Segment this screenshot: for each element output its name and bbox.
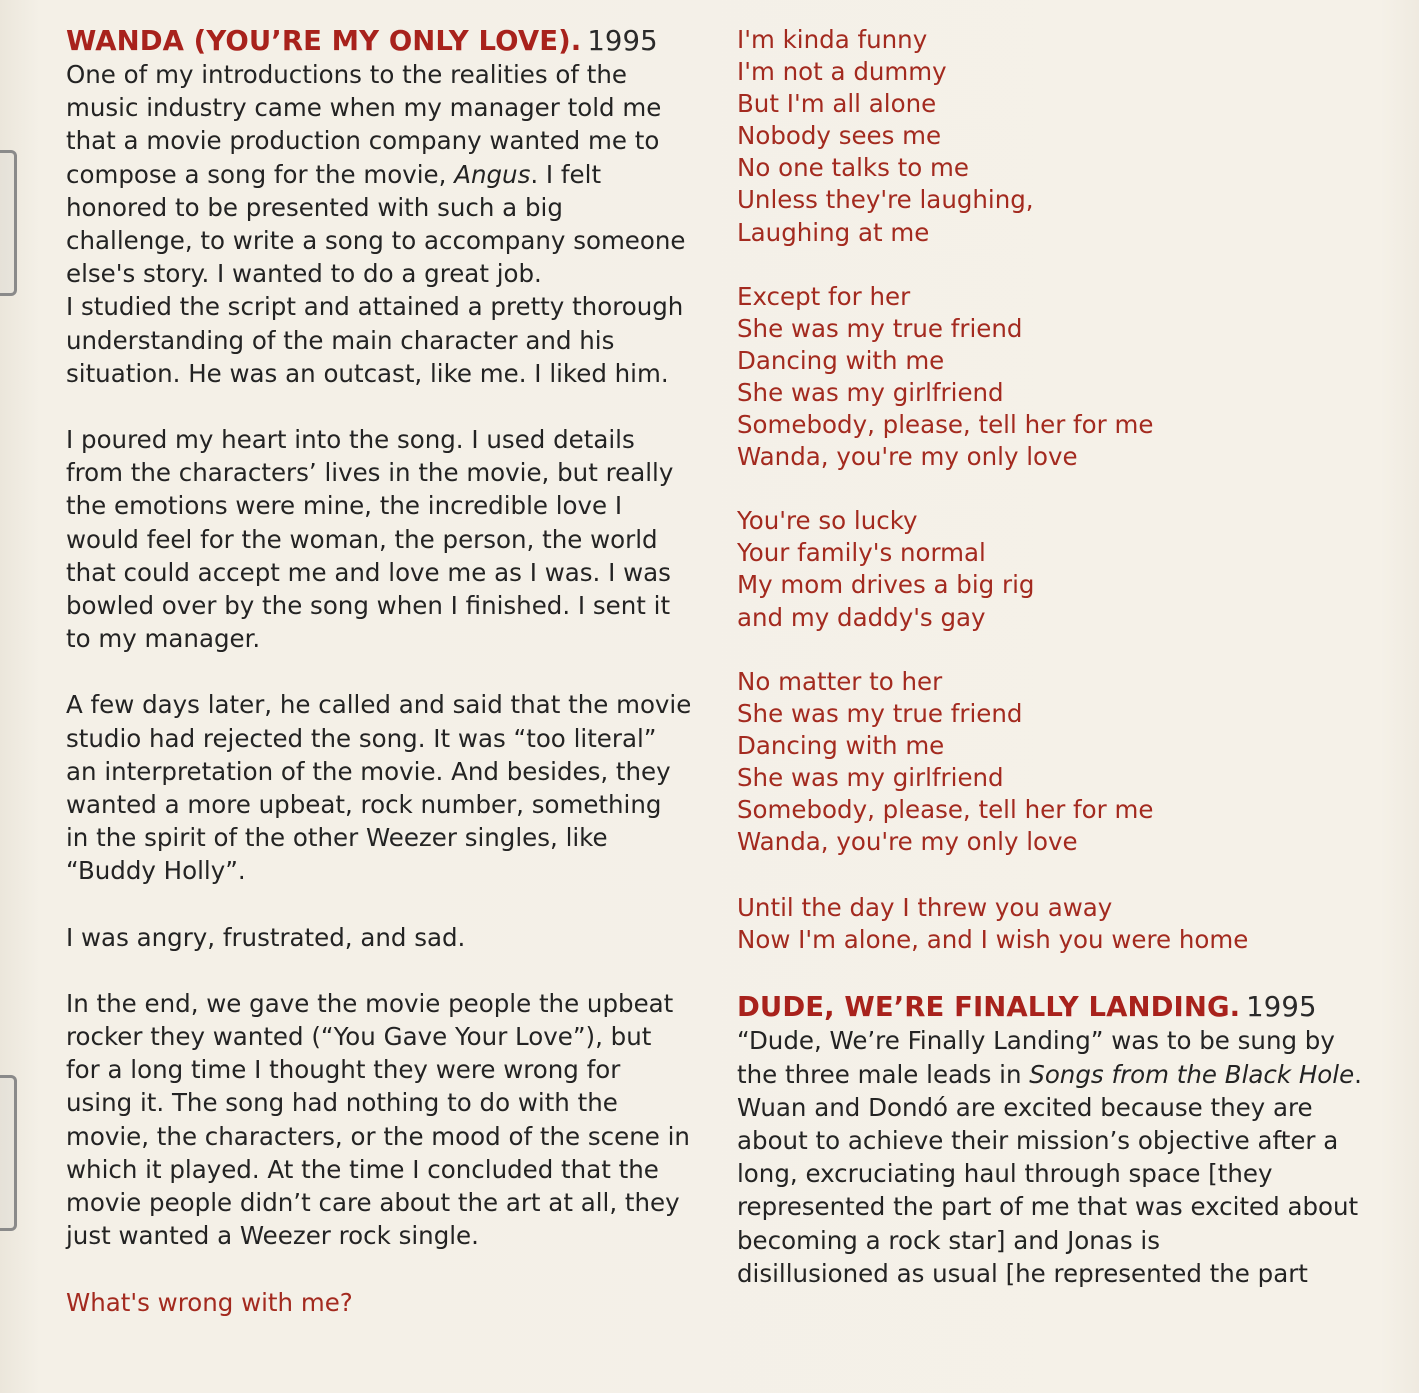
text-line: for a long time I thought they were wrong for — [66, 1055, 621, 1085]
song-year: 1995 — [587, 25, 658, 57]
text-line: Wuan and Dondó are excited because they are — [737, 1092, 1313, 1122]
lyric-line: No matter to her — [737, 666, 943, 696]
text-line: I was angry, frustrated, and sad. — [66, 922, 466, 952]
lyric-line: Somebody, please, tell her for me — [737, 794, 1154, 824]
text-line — [66, 158, 701, 191]
text-line: music industry came when my manager told me — [66, 93, 662, 123]
staple — [0, 150, 17, 296]
text-line: rocker they wanted (“You Gave Your Love”), but — [66, 1022, 652, 1052]
lyric-line: You're so lucky — [737, 506, 918, 536]
lyric-line: She was my true friend — [737, 313, 1023, 343]
text-line: movie people didn’t care about the art at all, they — [66, 1188, 680, 1218]
text-line: would feel for the woman, the person, the world — [66, 524, 658, 554]
lyric-line: No one talks to me — [737, 153, 969, 183]
lyric-line: and my daddy's gay — [737, 602, 986, 632]
lyric-line: Unless they're laughing, — [737, 185, 1034, 215]
text-line: In the end, we gave the movie people the upbeat — [66, 988, 674, 1018]
text-line: from the characters’ lives in the movie, but really — [66, 458, 674, 488]
lyric-line: Wanda, you're my only love — [737, 442, 1078, 472]
lyric-line: Dancing with me — [737, 345, 945, 375]
text-line: bowled over by the song when I finished. I sent it — [66, 591, 671, 621]
lyric-line: She was my girlfriend — [737, 377, 1004, 407]
lyric-line: Your family's normal — [737, 538, 986, 568]
lyric-line: I'm kinda funny — [737, 25, 928, 54]
text-line: movie, the characters, or the mood of the scene in — [66, 1121, 690, 1151]
text-line: that a movie production company wanted me to — [66, 126, 660, 156]
movie-title: Angus — [454, 159, 531, 189]
lyric-line: She was my girlfriend — [737, 762, 1004, 792]
text-line: honored to be presented with such a big — [66, 192, 563, 222]
closing-question: What's wrong with me? — [66, 1287, 353, 1317]
text-line: an interpretation of the movie. And besides, they — [66, 756, 671, 786]
right-column — [737, 24, 1377, 1290]
lyric-line: Now I'm alone, and I wish you were home — [737, 925, 1249, 955]
text-line: using it. The song had nothing to do with the — [66, 1088, 618, 1118]
text-span: compose a song for the movie, — [66, 159, 455, 189]
text-line: I poured my heart into the song. I used details — [66, 425, 635, 455]
text-line: disillusioned as usual [he represented the part — [737, 1258, 1308, 1288]
lyric-line: She was my true friend — [737, 698, 1023, 728]
text-line: about to achieve their mission’s objective after a — [737, 1125, 1339, 1155]
text-span: the three male leads in — [737, 1059, 1030, 1089]
text-line: “Buddy Holly”. — [66, 856, 246, 886]
text-line: studio had rejected the song. It was “too literal” — [66, 723, 657, 753]
text-line: situation. He was an outcast, like me. I liked him. — [66, 358, 669, 388]
text-line: “Dude, We’re Finally Landing” was to be sung by — [737, 1026, 1335, 1056]
text-line: understanding of the main character and his — [66, 325, 615, 355]
lyric-line: I'm not a dummy — [737, 57, 947, 87]
lyric-line: But I'm all alone — [737, 89, 937, 119]
text-line: One of my introductions to the realities of the — [66, 60, 627, 89]
lyric-line: Wanda, you're my only love — [737, 827, 1078, 857]
text-line: the emotions were mine, the incredible love I — [66, 491, 623, 521]
song-title: DUDE, WE’RE FINALLY LANDING. — [737, 991, 1241, 1024]
text-span: . I felt — [530, 159, 602, 189]
text-line: else's story. I wanted to do a great job. — [66, 259, 542, 289]
song-year: 1995 — [1246, 991, 1317, 1024]
text-line: long, excruciating haul through space [they — [737, 1159, 1273, 1189]
staple — [0, 1075, 17, 1231]
text-span: . — [1354, 1059, 1362, 1089]
text-line: just wanted a Weezer rock single. — [66, 1221, 479, 1251]
text-line: A few days later, he called and said that the movie — [66, 690, 692, 720]
text-line: becoming a rock star] and Jonas is — [737, 1225, 1160, 1255]
text-line: I studied the script and attained a pretty thorough — [66, 292, 684, 322]
album-title: Songs from the Black Hole — [1029, 1059, 1355, 1089]
left-column — [66, 24, 701, 1319]
song-title: WANDA (YOU’RE MY ONLY LOVE). — [66, 25, 582, 57]
lyric-line: My mom drives a big rig — [737, 570, 1035, 600]
text-line: wanted a more upbeat, rock number, something — [66, 790, 662, 820]
lyrics-block — [737, 24, 1377, 956]
text-line: which it played. At the time I concluded that the — [66, 1154, 659, 1184]
lyric-line: Somebody, please, tell her for me — [737, 410, 1154, 440]
lyric-line: Except for her — [737, 281, 911, 311]
text-line: in the spirit of the other Weezer singles, like — [66, 823, 608, 853]
text-line — [737, 1058, 1377, 1091]
text-line: to my manager. — [66, 624, 261, 654]
text-line: that could accept me and love me as I was. I was — [66, 557, 671, 587]
song-heading-wanda — [66, 24, 701, 58]
lyric-line: Laughing at me — [737, 217, 930, 247]
lyric-line: Dancing with me — [737, 730, 945, 760]
text-line: represented the part of me that was excited about — [737, 1192, 1359, 1222]
lyric-line: Until the day I threw you away — [737, 893, 1113, 923]
lyric-line: Nobody sees me — [737, 121, 942, 151]
song-heading-dude — [737, 990, 1377, 1024]
text-line: challenge, to write a song to accompany someone — [66, 226, 686, 256]
